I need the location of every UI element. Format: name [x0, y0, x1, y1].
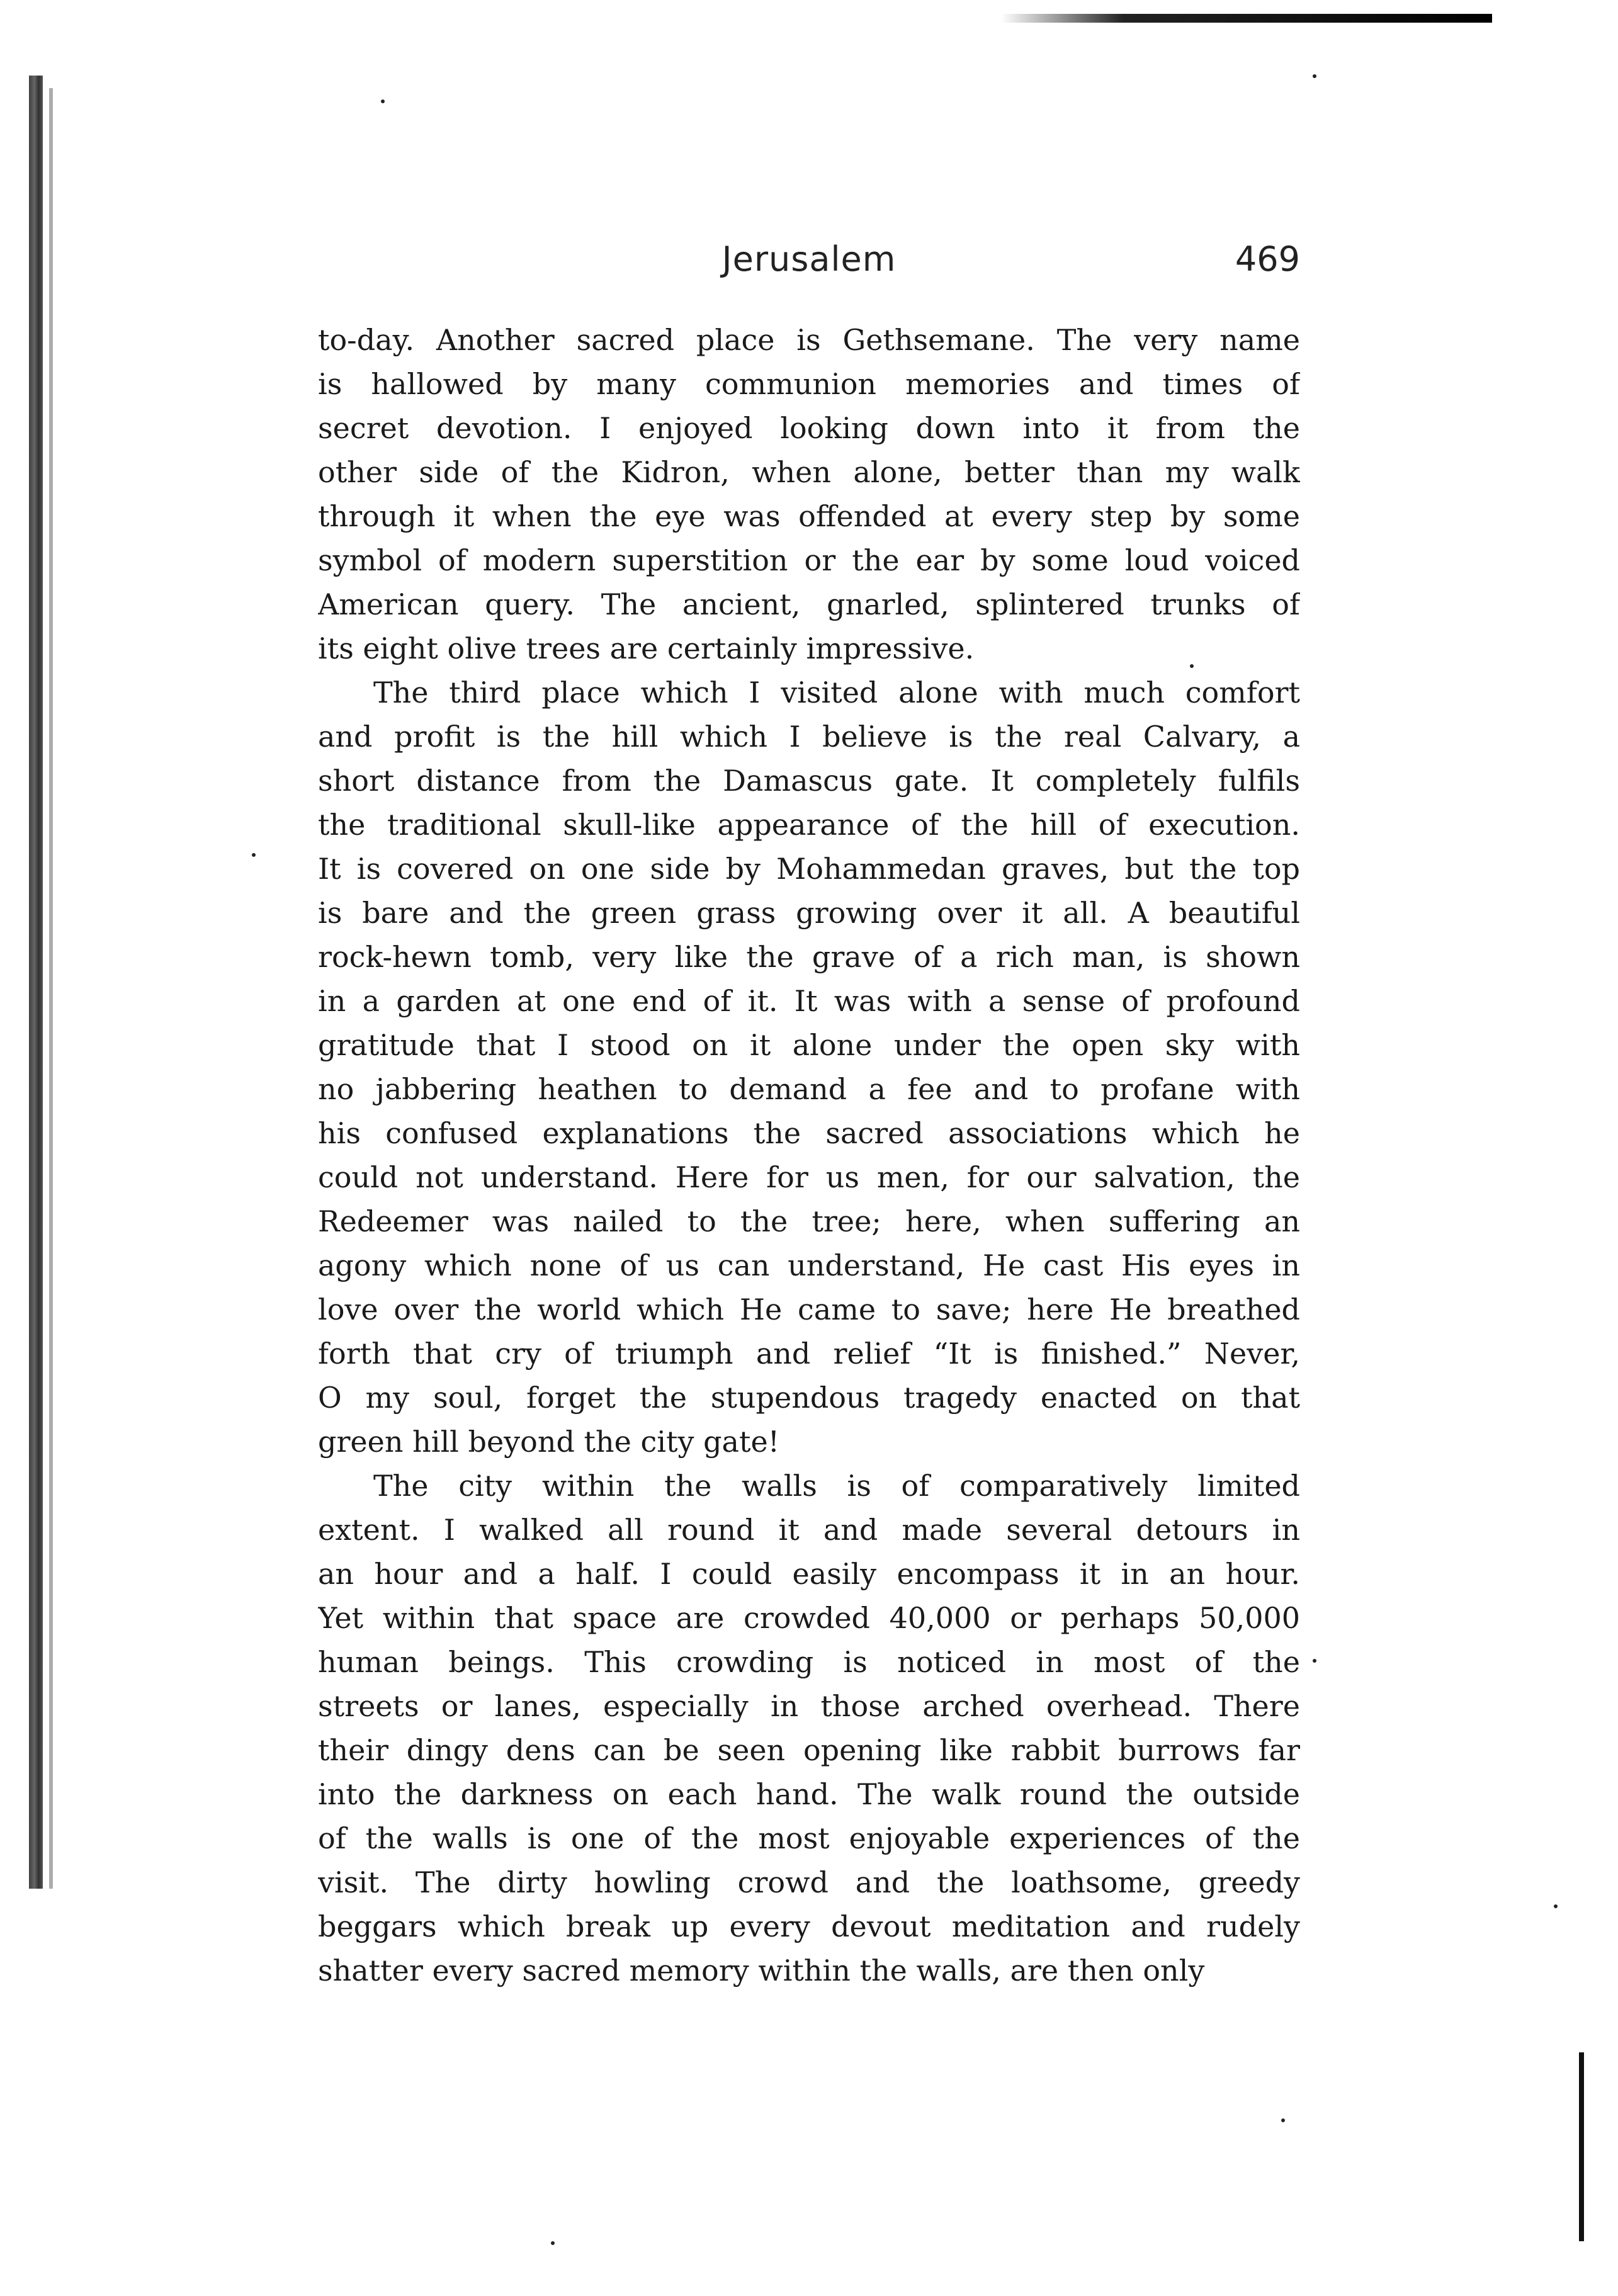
text-line: streets or lanes, especially in those arched overhead. There [318, 1689, 1300, 1723]
text-line: to-day. Another sacred place is Gethsemane. The very name [318, 323, 1300, 357]
text-line: It is covered on one side by Mohammedan graves, but the top [318, 852, 1300, 886]
text-line: secret devotion. I enjoyed looking down into it from the [318, 411, 1300, 445]
text-line: forth that cry of triumph and relief “It is finished.” Never, [318, 1337, 1300, 1371]
running-head-title: Jerusalem [721, 239, 897, 279]
text-line: short distance from the Damascus gate. It completely fulfils [318, 764, 1300, 798]
scan-speck [381, 99, 385, 103]
text-line: of the walls is one of the most enjoyable experiences of the [318, 1821, 1300, 1855]
running-head [318, 239, 1300, 290]
text-line: agony which none of us can understand, He cast His eyes in [318, 1248, 1300, 1282]
scan-speck [1281, 2118, 1285, 2122]
text-line: The third place which I visited alone with much comfort [373, 676, 1300, 710]
text-line: is hallowed by many communion memories and times of [318, 367, 1300, 401]
text-line: an hour and a half. I could easily encompass it in an hour. [318, 1557, 1300, 1591]
text-line: extent. I walked all round it and made several detours in [318, 1513, 1300, 1547]
text-line: shatter every sacred memory within the walls, are then only [318, 1954, 1205, 1988]
text-line: love over the world which He came to save; here He breathed [318, 1292, 1300, 1326]
text-line: through it when the eye was offended at every step by some [318, 499, 1300, 533]
text-line: their dingy dens can be seen opening like rabbit burrows far [318, 1733, 1300, 1767]
scan-speck [252, 853, 256, 857]
text-line: The city within the walls is of comparatively limited [373, 1469, 1300, 1503]
scan-left-edge-line [49, 88, 53, 1889]
paragraph [318, 318, 1300, 670]
text-line: gratitude that I stood on it alone under the open sky with [318, 1028, 1300, 1062]
page-number: 469 [1235, 239, 1300, 279]
text-line: human beings. This crowding is noticed in most of the [318, 1645, 1300, 1679]
text-line: Yet within that space are crowded 40,000 or perhaps 50,000 [318, 1601, 1300, 1635]
scan-top-rule [1001, 14, 1492, 23]
text-line: beggars which break up every devout meditation and rudely [318, 1909, 1300, 1943]
text-line: into the darkness on each hand. The walk round the outside [318, 1777, 1300, 1811]
text-line: its eight olive trees are certainly impressive. [318, 631, 975, 665]
scan-speck [1313, 1659, 1316, 1663]
text-line: visit. The dirty howling crowd and the loathsome, greedy [318, 1865, 1300, 1899]
text-line: Redeemer was nailed to the tree; here, when suffering an [318, 1204, 1300, 1238]
text-line: American query. The ancient, gnarled, splintered trunks of [318, 587, 1300, 621]
text-line: could not understand. Here for us men, for our salvation, the [318, 1160, 1300, 1194]
scan-right-edge-mark [1579, 2052, 1584, 2241]
text-line: his confused explanations the sacred associations which he [318, 1116, 1300, 1150]
scan-speck [1554, 1904, 1558, 1908]
text-line: the traditional skull-like appearance of the hill of execution. [318, 808, 1300, 842]
text-line: other side of the Kidron, when alone, better than my walk [318, 455, 1300, 489]
text-line: symbol of modern superstition or the ear by some loud voiced [318, 543, 1300, 577]
text-line: O my soul, forget the stupendous tragedy enacted on that [318, 1381, 1300, 1415]
text-line: green hill beyond the city gate! [318, 1425, 780, 1459]
scan-speck [1313, 74, 1316, 78]
text-line: no jabbering heathen to demand a fee and to profane with [318, 1072, 1300, 1106]
body-text [318, 318, 1300, 1993]
text-line: is bare and the green grass growing over it all. A beautiful [318, 896, 1300, 930]
scan-left-edge-shadow [29, 76, 43, 1889]
text-line: rock-hewn tomb, very like the grave of a rich man, is shown [318, 940, 1300, 974]
paragraph [318, 670, 1300, 1464]
text-line: and profit is the hill which I believe is the real Calvary, a [318, 720, 1300, 754]
scan-speck [551, 2241, 555, 2245]
paragraph [318, 1464, 1300, 1993]
text-line: in a garden at one end of it. It was with a sense of profound [318, 984, 1300, 1018]
